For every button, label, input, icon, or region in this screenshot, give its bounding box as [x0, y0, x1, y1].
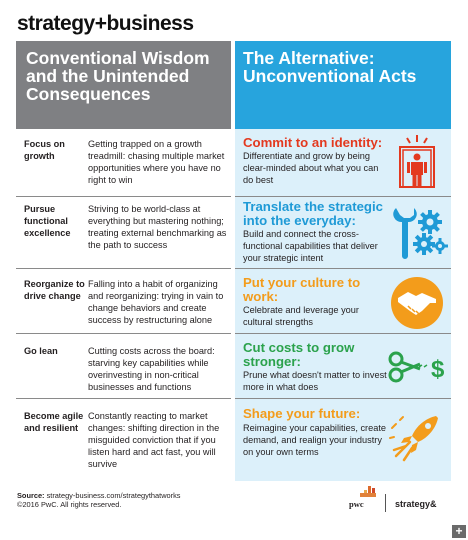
scissors-dollar-icon — [386, 335, 448, 397]
plus-icon[interactable]: + — [452, 525, 466, 538]
row-divider — [16, 333, 231, 334]
brand-logo: strategy+business — [17, 12, 194, 35]
alternative-description: Reimagine your capabilities, create demand, and realign your industry on your own terms — [243, 423, 386, 457]
row-label: Focus on growth — [24, 139, 65, 161]
person-in-door-icon — [386, 131, 448, 193]
row-divider — [235, 196, 451, 197]
header-conventional-title: Conventional Wisdom and the Unintended Consequences — [26, 48, 210, 104]
alternative-description: Differentiate and grow by being clear-minded about what you can do best — [243, 151, 379, 185]
handshake-icon — [386, 272, 448, 334]
row-description: Getting trapped on a growth treadmill: chasing multiple market opportunities where you have no right to win — [88, 139, 225, 185]
alternative-description: Prune what doesn't matter to invest more in what does — [243, 370, 387, 392]
alternative-title: Translate the strategic into the everyday: — [243, 199, 383, 228]
alternative-title: Put your culture to work: — [243, 275, 361, 304]
footer-source — [17, 491, 181, 509]
row-description: Cutting costs across the board: starving key capabilities while overinvesting in non-critical businesses and functions — [88, 346, 215, 392]
row-divider — [16, 398, 231, 399]
alternative-title: Shape your future: — [243, 406, 361, 421]
copyright: ©2016 PwC. All rights reserved. — [17, 500, 122, 509]
row-label: Reorganize to drive change — [24, 279, 85, 301]
row-description: Falling into a habit of organizing and reorganizing: trying in vain to change behaviors and create success by restructuring alone — [88, 279, 224, 325]
alternative-title: Cut costs to grow stronger: — [243, 340, 355, 369]
row-divider — [16, 196, 231, 197]
source-label: Source: — [17, 491, 45, 500]
strategyand-logo: strategy& — [395, 499, 437, 509]
row-label: Pursue functional excellence — [24, 204, 71, 238]
row-divider — [235, 268, 451, 269]
rocket-icon — [386, 406, 448, 468]
row-label: Go lean — [24, 346, 58, 356]
row-description: Striving to be world-class at everything but mastering nothing; treating external benchmarking as the path to success — [88, 204, 227, 250]
pwc-logo-text: pwc — [349, 499, 364, 509]
row-divider — [235, 398, 451, 399]
row-label: Become agile and resilient — [24, 411, 84, 433]
header-alternative-title: The Alternative: Unconventional Acts — [243, 48, 417, 86]
wrench-gears-icon — [386, 202, 448, 264]
header-conventional — [16, 41, 231, 129]
alternative-title: Commit to an identity: — [243, 135, 383, 150]
logo-separator — [385, 494, 386, 512]
header-alternative — [235, 41, 451, 129]
source-link[interactable]: strategy-business.com/strategythatworks — [44, 491, 181, 500]
alternative-description: Celebrate and leverage your cultural strengths — [243, 305, 359, 327]
alternative-description: Build and connect the cross-functional capabilities that deliver your strategic intent — [243, 229, 378, 263]
svg-text:$: $ — [431, 356, 445, 383]
row-description: Constantly reacting to market changes: shifting direction in the misguided conviction that if you listen hard and act fast, you will survive — [88, 411, 220, 469]
row-divider — [16, 268, 231, 269]
